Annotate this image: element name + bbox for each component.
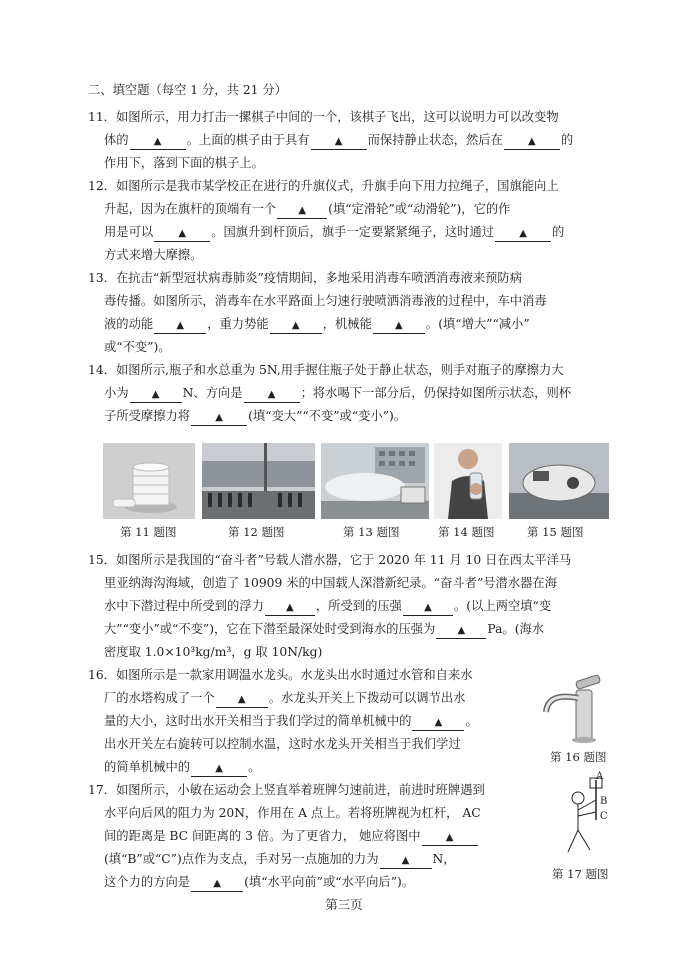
q17-line1: 17．如图所示，小敏在运动会上竖直举着班牌匀速前进，前进时班牌遇到 [88,783,485,797]
figure-14-hand-bottle [434,443,502,519]
answer-blank[interactable]: ▲ [265,599,315,616]
q14-line1: 14．如图所示,瓶子和水总重为 5N,用手握住瓶子处于静止状态，则手对瓶子的摩擦力大 [88,363,564,377]
answer-blank[interactable]: ▲ [403,599,453,616]
q17-line3: 间的距离是 BC 间距离的 3 倍。为了更省力， 她应将图中 ▲ [104,828,479,846]
figure-15-submersible [509,443,609,519]
q11-line1: 11．如图所示，用力打击一摞棋子中间的一个，该棋子飞出，这可以说明力可以改变物 [88,110,559,124]
q16-line2: 厂的水塔构成了一个 ▲ 。水龙头开关上下拨动可以调节出水 [104,690,465,708]
q14-line3: 子所受摩擦力将 ▲ (填“变大”“不变”或“变小”)。 [104,408,406,426]
label-point-c: C [600,811,608,822]
caption-fig-12: 第 12 题图 [228,525,285,539]
figure-16-faucet [538,668,610,747]
q16-line4: 出水开关左右旋转可以控制水温，这时水龙头开关相当于我们学过 [104,737,461,751]
q15-line5: 密度取 1.0×10³kg/m³，g 取 10N/kg) [104,645,323,659]
q17-line2: 水平向后风的阻力为 20N，作用在 A 点上。若将班牌视为杠杆， AC [104,806,481,820]
q16-line3: 量的大小，这时出水开关相当于我们学过的简单机械中的 ▲ 。 [104,713,478,731]
q13-line2: 毒传播。如图所示，消毒车在水平路面上匀速行驶喷洒消毒液的过程中，车中消毒 [104,294,547,308]
q17-line4: (填“B”或“C”)点作为支点，手对另一点施加的力为 ▲ N， [104,851,456,869]
answer-blank[interactable]: ▲ [244,386,300,403]
q16-line1: 16．如图所示是一款家用调温水龙头。水龙头出水时通过水管和自来水 [88,668,473,682]
answer-blank[interactable]: ▲ [495,225,551,242]
q17-line5: 这个力的方向是 ▲ (填“水平向前”或“水平向后”)。 [104,874,414,892]
q15-line1: 15．如图所示是我国的“奋斗者”号载人潜水器，它于 2020 年 11 月 10 日在西太平洋马 [88,553,572,567]
caption-fig-15: 第 15 题图 [527,525,584,539]
caption-fig-13: 第 13 题图 [343,525,400,539]
q11-line3: 作用下，落到下面的棋子上。 [104,156,264,170]
q15-line4: 大”“变小”或“不变”)，它在下潜至最深处时受到海水的压强为 ▲ Pa。(海水 [104,621,544,639]
answer-blank[interactable]: ▲ [270,317,322,334]
answer-blank[interactable]: ▲ [380,852,432,869]
q15-line3: 水中下潜过程中所受到的浮力 ▲ ，所受到的压强 ▲ 。(以上两空填“变 [104,598,551,616]
q12-line3: 用是可以 ▲ 。国旗升到杆顶后，旗手一定要紧紧绳子，这时通过 ▲ 的 [104,224,564,242]
answer-blank[interactable]: ▲ [412,714,464,731]
answer-blank[interactable]: ▲ [373,317,425,334]
answer-blank[interactable]: ▲ [311,133,367,150]
answer-blank[interactable]: ▲ [191,409,247,426]
caption-fig-17: 第 17 题图 [552,867,609,881]
figure-12-flag-raising [202,443,315,519]
figure-11-chess-stack [103,443,195,519]
answer-blank[interactable]: ▲ [154,317,206,334]
q12-line1: 12．如图所示是我市某学校正在进行的升旗仪式，升旗手向下用力拉绳子，国旗能向上 [88,179,559,193]
answer-blank[interactable]: ▲ [154,225,210,242]
q16-line5: 的简单机械中的 ▲ 。 [104,759,260,777]
q11-line2: 体的 ▲ 。上面的棋子由于具有 ▲ 而保持静止状态，然后在 ▲ 的 [104,132,573,150]
label-point-b: B [600,796,608,807]
q12-line2: 升起，因为在旗杆的顶端有一个 ▲ (填“定滑轮”或“动滑轮”)，它的作 [104,201,510,219]
answer-blank[interactable]: ▲ [436,622,486,639]
section-title: 二、填空题（每空 1 分，共 21 分） [88,83,287,97]
caption-fig-14: 第 14 题图 [438,525,495,539]
q13-line1: 13．在抗击“新型冠状病毒肺炎”疫情期间，多地采用消毒车喷洒消毒液来预防病 [88,271,523,285]
page-footer: 第三页 [325,897,363,912]
q12-line4: 方式来增大摩擦。 [104,248,203,262]
q15-line2: 里亚纳海沟海域，创造了 10909 米的中国载人深潜新纪录。“奋斗者”号潜水器在海 [104,576,558,590]
answer-blank[interactable]: ▲ [191,760,247,777]
q13-line3: 液的动能 ▲ ，重力势能 ▲ ，机械能 ▲ 。(填“增大”“减小” [104,316,530,334]
answer-blank[interactable]: ▲ [504,133,560,150]
answer-blank[interactable]: ▲ [422,829,478,846]
caption-fig-11: 第 11 题图 [120,525,177,539]
figure-13-disinfection-truck [321,443,429,519]
answer-blank[interactable]: ▲ [277,202,327,219]
answer-blank[interactable]: ▲ [191,875,243,892]
q13-line4: 或“不变”)。 [104,340,171,354]
answer-blank[interactable]: ▲ [130,386,182,403]
q14-line2: 小为 ▲ N、方向是 ▲ ；将水喝下一部分后，仍保持如图所示状态，则杯 [104,385,571,403]
answer-blank[interactable]: ▲ [130,133,186,150]
caption-fig-16: 第 16 题图 [550,750,607,764]
answer-blank[interactable]: ▲ [216,691,268,708]
label-point-a: A [596,771,604,782]
